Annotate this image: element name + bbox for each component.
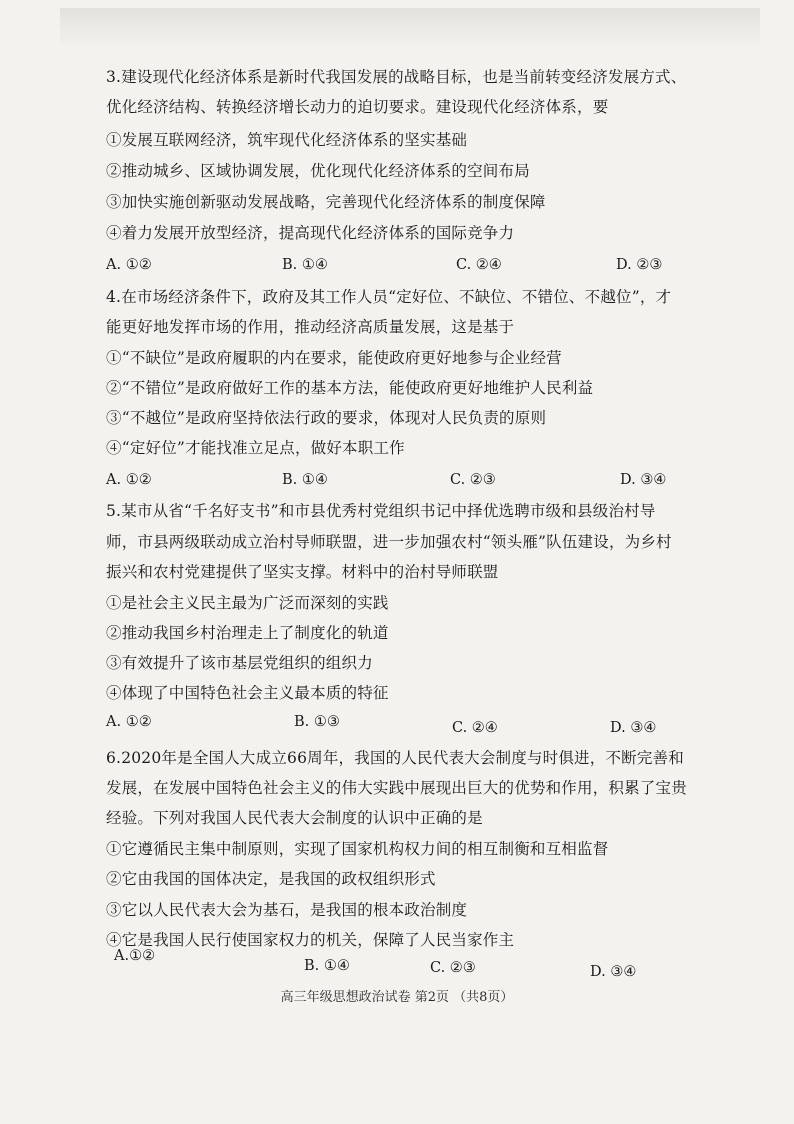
q5-item-2: ②推动我国乡村治理走上了制度化的轨道: [106, 624, 389, 642]
q5-option-b: B. ①③: [294, 714, 340, 730]
q4-option-a: A. ①②: [106, 472, 152, 488]
q6-option-a: A.①②: [114, 948, 156, 964]
q6-item-2: ②它由我国的国体决定，是我国的政权组织形式: [106, 870, 436, 888]
q3-item-3: ③加快实施创新驱动发展战略，完善现代化经济体系的制度保障: [106, 193, 546, 211]
q4-option-c: C. ②③: [450, 472, 496, 488]
q6-option-d: D. ③④: [590, 964, 637, 980]
q4-item-4: ④“定好位”才能找准立足点，做好本职工作: [106, 439, 405, 457]
q5-stem-line-1: 5.某市从省“千名好支书”和市县优秀村党组织书记中择优选聘市级和县级治村导: [106, 502, 656, 520]
q5-option-a: A. ①②: [106, 714, 152, 730]
q3-option-a: A. ①②: [106, 257, 152, 273]
q3-option-c: C. ②④: [456, 257, 502, 273]
q5-stem-line-2: 师，市县两级联动成立治村导师联盟，进一步加强农村“领头雁”队伍建设，为乡村: [106, 533, 672, 551]
q6-stem-line-2: 发展，在发展中国特色社会主义的伟大实践中展现出巨大的优势和作用，积累了宝贵: [106, 779, 687, 797]
page-footer: 高三年级思想政治试卷 第2页 （共8页）: [280, 990, 514, 1005]
q5-option-c: C. ②④: [452, 720, 498, 736]
q3-option-d: D. ②③: [616, 257, 663, 273]
q6-option-b: B. ①④: [304, 958, 350, 974]
q6-stem-line-1: 6.2020年是全国人大成立66周年，我国的人民代表大会制度与时俱进，不断完善和: [106, 749, 684, 767]
q3-stem-line-2: 优化经济结构、转换经济增长动力的迫切要求。建设现代化经济体系，要: [106, 98, 609, 116]
q5-item-1: ①是社会主义民主最为广泛而深刻的实践: [106, 594, 389, 612]
q3-item-1: ①发展互联网经济，筑牢现代化经济体系的坚实基础: [106, 131, 468, 149]
q4-option-b: B. ①④: [282, 472, 328, 488]
q5-item-3: ③有效提升了该市基层党组织的组织力: [106, 654, 373, 672]
q4-item-1: ①“不缺位”是政府履职的内在要求，能使政府更好地参与企业经营: [106, 349, 562, 367]
q4-stem-line-1: 4.在市场经济条件下，政府及其工作人员“定好位、不缺位、不错位、不越位”，才: [106, 288, 672, 306]
q3-item-2: ②推动城乡、区域协调发展，优化现代化经济体系的空间布局: [106, 162, 530, 180]
q4-item-2: ②“不错位”是政府做好工作的基本方法，能使政府更好地维护人民利益: [106, 379, 594, 397]
q6-item-3: ③它以人民代表大会为基石，是我国的根本政治制度: [106, 901, 468, 919]
q6-item-1: ①它遵循民主集中制原则，实现了国家机构权力间的相互制衡和互相监督: [106, 840, 609, 858]
q5-item-4: ④体现了中国特色社会主义最本质的特征: [106, 684, 389, 702]
show-through-shadow: [60, 8, 760, 48]
q4-item-3: ③“不越位”是政府坚持依法行政的要求，体现对人民负责的原则: [106, 409, 547, 427]
q6-item-4: ④它是我国人民行使国家权力的机关，保障了人民当家作主: [106, 931, 515, 949]
q4-stem-line-2: 能更好地发挥市场的作用，推动经济高质量发展，这是基于: [106, 318, 515, 336]
q3-stem-line-1: 3.建设现代化经济体系是新时代我国发展的战略目标，也是当前转变经济发展方式、: [106, 68, 687, 86]
q3-option-b: B. ①④: [282, 257, 328, 273]
q6-stem-line-3: 经验。下列对我国人民代表大会制度的认识中正确的是: [106, 809, 483, 827]
q4-option-d: D. ③④: [620, 472, 667, 488]
q5-stem-line-3: 振兴和农村党建提供了坚实支撑。材料中的治村导师联盟: [106, 563, 499, 581]
q5-option-d: D. ③④: [610, 720, 657, 736]
q6-option-c: C. ②③: [430, 960, 476, 976]
q3-item-4: ④着力发展开放型经济，提高现代化经济体系的国际竞争力: [106, 224, 515, 242]
